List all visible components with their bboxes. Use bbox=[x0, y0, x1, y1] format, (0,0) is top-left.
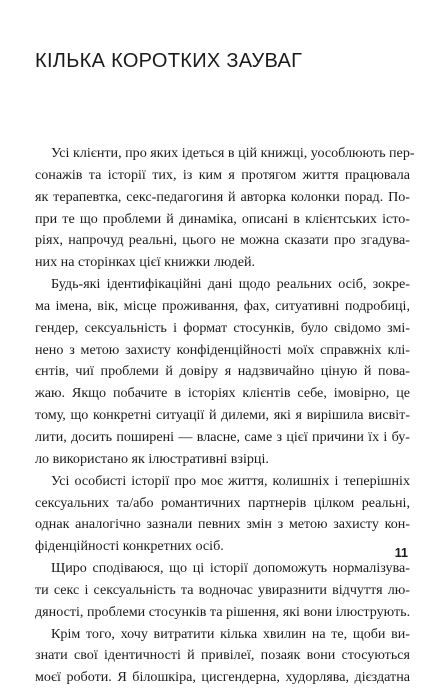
text-line: Щиро сподіваюся, що ці історії допоможуть нормалізува- bbox=[51, 560, 410, 577]
text-line: однак аналогічно зазнали певних змін з метою захисту кон- bbox=[35, 516, 410, 533]
text-line: Будь-які ідентифікаційні дані щодо реальних осіб, зокре- bbox=[51, 276, 410, 293]
text-line: ма імена, вік, місце проживання, фах, ситуативні подробиці, bbox=[35, 297, 410, 314]
text-line: ти секс і сексуальність та водночас увиразнити відчуття лю- bbox=[35, 581, 410, 598]
text-line: дяності, проблеми стосунків та рішення, які вони ілюструють. bbox=[35, 603, 411, 620]
text-line: єнтів, чиї проблеми й довіру я надзвичайно ціную й пова- bbox=[35, 363, 410, 380]
paragraph bbox=[35, 143, 415, 274]
chapter-heading: КІЛЬКА КОРОТКИХ ЗАУВАГ bbox=[35, 50, 303, 72]
paragraph bbox=[35, 274, 410, 471]
text-line: фіденційності конкретних осіб. bbox=[35, 538, 224, 555]
page-number: 11 bbox=[394, 546, 408, 560]
paragraph bbox=[35, 624, 410, 689]
text-line: ло використано як ілюстративні взірці. bbox=[35, 450, 269, 467]
text-line: жаю. Якщо побачите в історіях клієнтів себе, імовірно, це bbox=[35, 385, 410, 402]
text-line: ріях, напрочуд реальні, цього не можна сказати про згадува- bbox=[35, 232, 410, 249]
text-line: Усі особисті історії про моє життя, колишніх і теперішніх bbox=[51, 472, 410, 489]
text-line: Усі клієнти, про яких ідеться в цій книжці, уособлюють пер- bbox=[51, 145, 415, 161]
text-line: сексуальних та/або романтичних партнерів цілком реальні, bbox=[35, 494, 410, 511]
paragraph bbox=[35, 558, 410, 624]
text-line: Крім того, хочу витратити кілька хвилин на те, щоби ви- bbox=[51, 625, 410, 642]
text-line: сонажів та історії тих, із ким я протягом життя працювала bbox=[35, 166, 410, 183]
paragraph bbox=[35, 471, 410, 558]
body-text bbox=[35, 143, 415, 689]
text-line: тому, що конкретні ситуації й дилеми, які я вирішила висвіт- bbox=[35, 407, 410, 424]
text-line: гендер, сексуальність і формат стосунків, було свідомо змі- bbox=[35, 319, 410, 336]
text-line: лити, досить поширені — власне, саме з цієї причини їх і бу- bbox=[35, 428, 410, 445]
text-line: нено з метою захисту конфіденційності моїх справжніх клі- bbox=[35, 341, 410, 358]
text-line: них на сторінках цієї книжки людей. bbox=[35, 254, 256, 271]
text-line: моєї роботи. Я білошкіра, цисгендерна, худорлява, дієздатна bbox=[35, 669, 410, 686]
text-line: при те що проблеми й динаміка, описані в клієнтських істо- bbox=[35, 210, 410, 227]
text-line: знати свої ідентичності й привілеї, позаяк вони стосуються bbox=[35, 647, 410, 664]
text-line: як терапевтка, секс-педагогиня й авторка колонки порад. По- bbox=[35, 188, 410, 205]
